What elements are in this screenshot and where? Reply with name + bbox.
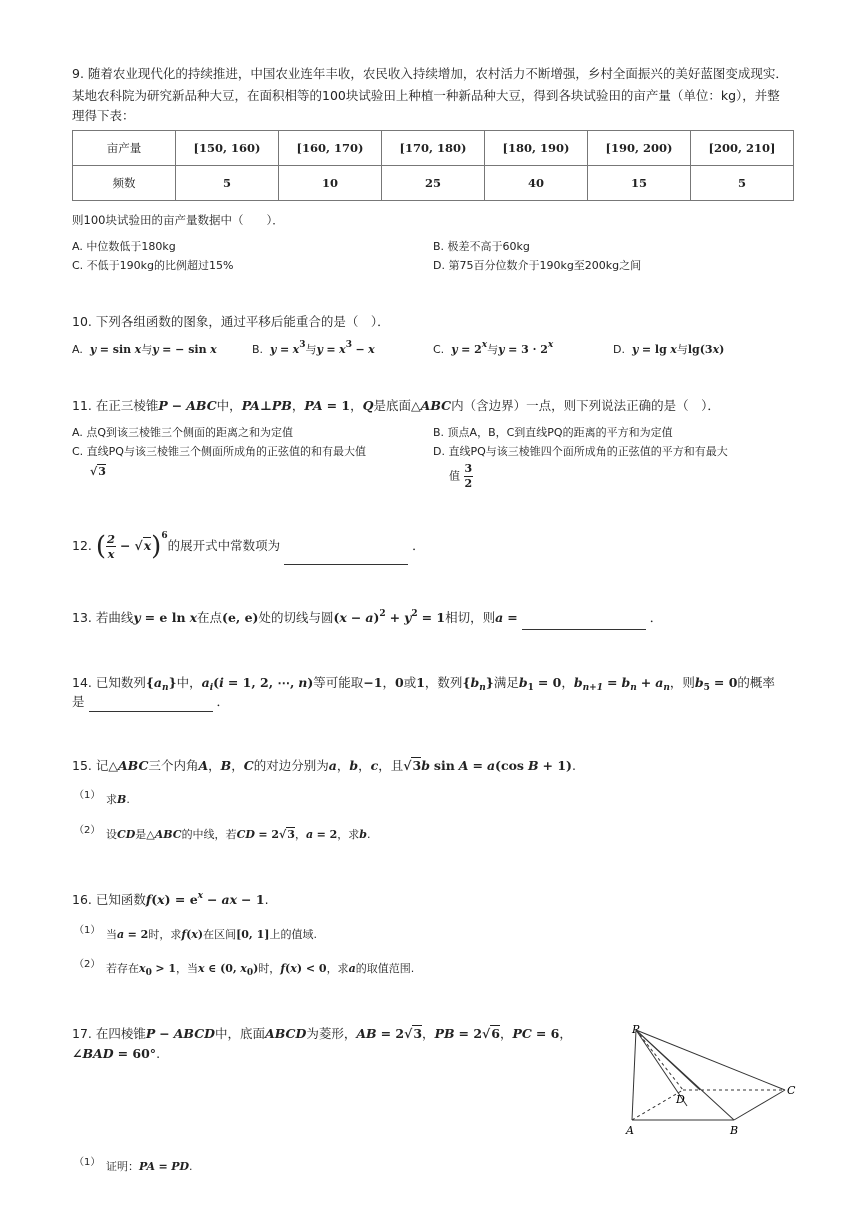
edge-BC <box>734 1090 785 1120</box>
label-D: D <box>676 1093 685 1106</box>
q9-line1: 9. 随着农业现代化的持续推进，中国农业连年丰收，农民收入持续增加，农村活力不断增强，乡村全面振兴的美好蓝图变成现实． <box>72 66 788 81</box>
q13-stem: 13. 若曲线y = e ln x在点(e, e)处的切线与圆$(x - a)^2 + y^2 = 1$相切，则a = ． <box>72 608 662 630</box>
q14-answer-blank[interactable] <box>89 697 213 712</box>
q10-stem: 10. 下列各组函数的图象，通过平移后能重合的是（ ）． <box>72 314 390 329</box>
edge-PE <box>636 1030 700 1090</box>
q10-option-b: B. $y = x^3$与$y = x^3 - x$ <box>252 340 375 356</box>
q16-part1-label: （1） <box>74 925 101 936</box>
count-cell: 10 <box>279 166 382 201</box>
table-row <box>73 131 794 166</box>
q11-option-c-value: √3 <box>90 465 106 478</box>
q12-answer-blank[interactable] <box>284 550 408 565</box>
count-cell: 5 <box>176 166 279 201</box>
q11-option-a: A. 点Q到该三棱锥三个侧面的距离之和为定值 <box>72 426 293 439</box>
interval-cell: [150, 160) <box>176 131 279 166</box>
q9-line2: 某地农科院为研究新品种大豆，在面积相等的100块试验田上种植一种新品种大豆，得到各块试验田的亩产量（单位：kg），并整 <box>72 88 780 103</box>
pyramid-figure <box>615 1018 805 1138</box>
q9-option-d: D. 第75百分位数介于190kg至200kg之间 <box>433 259 642 272</box>
q9-stem-tail: 则100块试验田的亩产量数据中（ ）． <box>72 213 284 227</box>
count-cell: 25 <box>382 166 485 201</box>
q10-option-d: D. y = lg x与lg(3x) <box>613 343 725 356</box>
q16-stem: 16. 已知函数$f(x) = e^x$ − ax − 1. <box>72 891 269 907</box>
interval-cell: [200, 210] <box>691 131 794 166</box>
interval-cell: [160, 170) <box>279 131 382 166</box>
q11-option-b: B. 顶点A，B，C到直线PQ的距离的平方和为定值 <box>433 426 673 439</box>
label-P: P <box>632 1023 640 1036</box>
q10-option-c: C. $y = 2^x$与$y = 3 \cdot 2^x$ <box>433 340 554 356</box>
q15-part2-label: （2） <box>74 825 101 836</box>
q17-stem-line1: 17. 在四棱锥P − ABCD中，底面ABCD为菱形，AB = 2√3，PB = 2√6，PC = 6， <box>72 1026 572 1041</box>
count-cell: 5 <box>691 166 794 201</box>
q16-part2: 若存在$x_0 > 1$，当x ∈ (0, $x_0$)时，f(x) < 0，求a的取值范围. <box>106 962 415 978</box>
q17-stem-line2: ∠BAD = 60°. <box>72 1046 161 1061</box>
q9-option-c: C. 不低于190kg的比例超过15% <box>72 259 234 272</box>
q12-stem: 12. ( $\frac{2}{x}$ − √x)$^6$的展开式中常数项为 ． <box>72 529 425 563</box>
q15-stem: 15. 记△ABC三个内角A，B，C的对边分别为a，b，c，且√3b sin A = a(cos B + 1). <box>72 758 576 773</box>
table-row <box>73 166 794 201</box>
q10-option-a: A. y = sin x与y = − sin x <box>72 343 217 356</box>
q16-part1: 当a = 2时，求f(x)在区间[0, 1]上的值域. <box>106 928 317 941</box>
q11-option-c: C. 直线PQ与该三棱锥三个侧面所成角的正弦值的和有最大值 <box>72 445 366 458</box>
interval-cell: [170, 180) <box>382 131 485 166</box>
q11-stem: 11. 在正三棱锥P − ABC中，PA⊥PB，PA = 1，Q是底面△ABC内（含边界）一点，则下列说法正确的是（ ）． <box>72 398 720 413</box>
edge-PA <box>632 1030 636 1120</box>
q14-line2: 是 ． <box>72 692 229 712</box>
row-header-yield: 亩产量 <box>73 131 176 166</box>
q14-stem: 14. 已知数列$\{a_n\}$中，$a_i(i = 1$, 2, ⋯, n)等可能取−1，0或1，数列$\{b_n\}$满足$b_1 = 0$，$b_{n+1} = b_n + a_n$，则$b_5 = 0$的概率 <box>72 675 775 693</box>
q15-part2: 设CD是△ABC的中线，若CD = 2√3，a = 2，求b. <box>106 828 371 841</box>
count-cell: 40 <box>485 166 588 201</box>
q15-part1: 求B. <box>106 793 130 806</box>
label-C: C <box>787 1084 796 1097</box>
label-A: A <box>626 1124 634 1137</box>
q15-part1-label: （1） <box>74 790 101 801</box>
q17-part1-label: （1） <box>74 1157 101 1168</box>
q11-option-d: D. 直线PQ与该三棱锥四个面所成角的正弦值的平方和有最大 <box>433 445 728 458</box>
q17-part1: 证明：PA = PD. <box>106 1160 193 1173</box>
label-B: B <box>730 1124 739 1137</box>
q9-option-b: B. 极差不高于60kg <box>433 240 530 253</box>
count-cell: 15 <box>588 166 691 201</box>
q9-option-a: A. 中位数低于180kg <box>72 240 176 253</box>
edge-PC <box>636 1030 785 1090</box>
interval-cell: [190, 200) <box>588 131 691 166</box>
interval-cell: [180, 190) <box>485 131 588 166</box>
q16-part2-label: （2） <box>74 959 101 970</box>
q11-option-d-value: 值 $\frac{3}{2}$ <box>449 462 473 490</box>
q9-line3: 理得下表： <box>72 108 135 123</box>
frequency-table <box>72 130 794 201</box>
row-header-frequency: 频数 <box>73 166 176 201</box>
q13-answer-blank[interactable] <box>522 615 646 630</box>
